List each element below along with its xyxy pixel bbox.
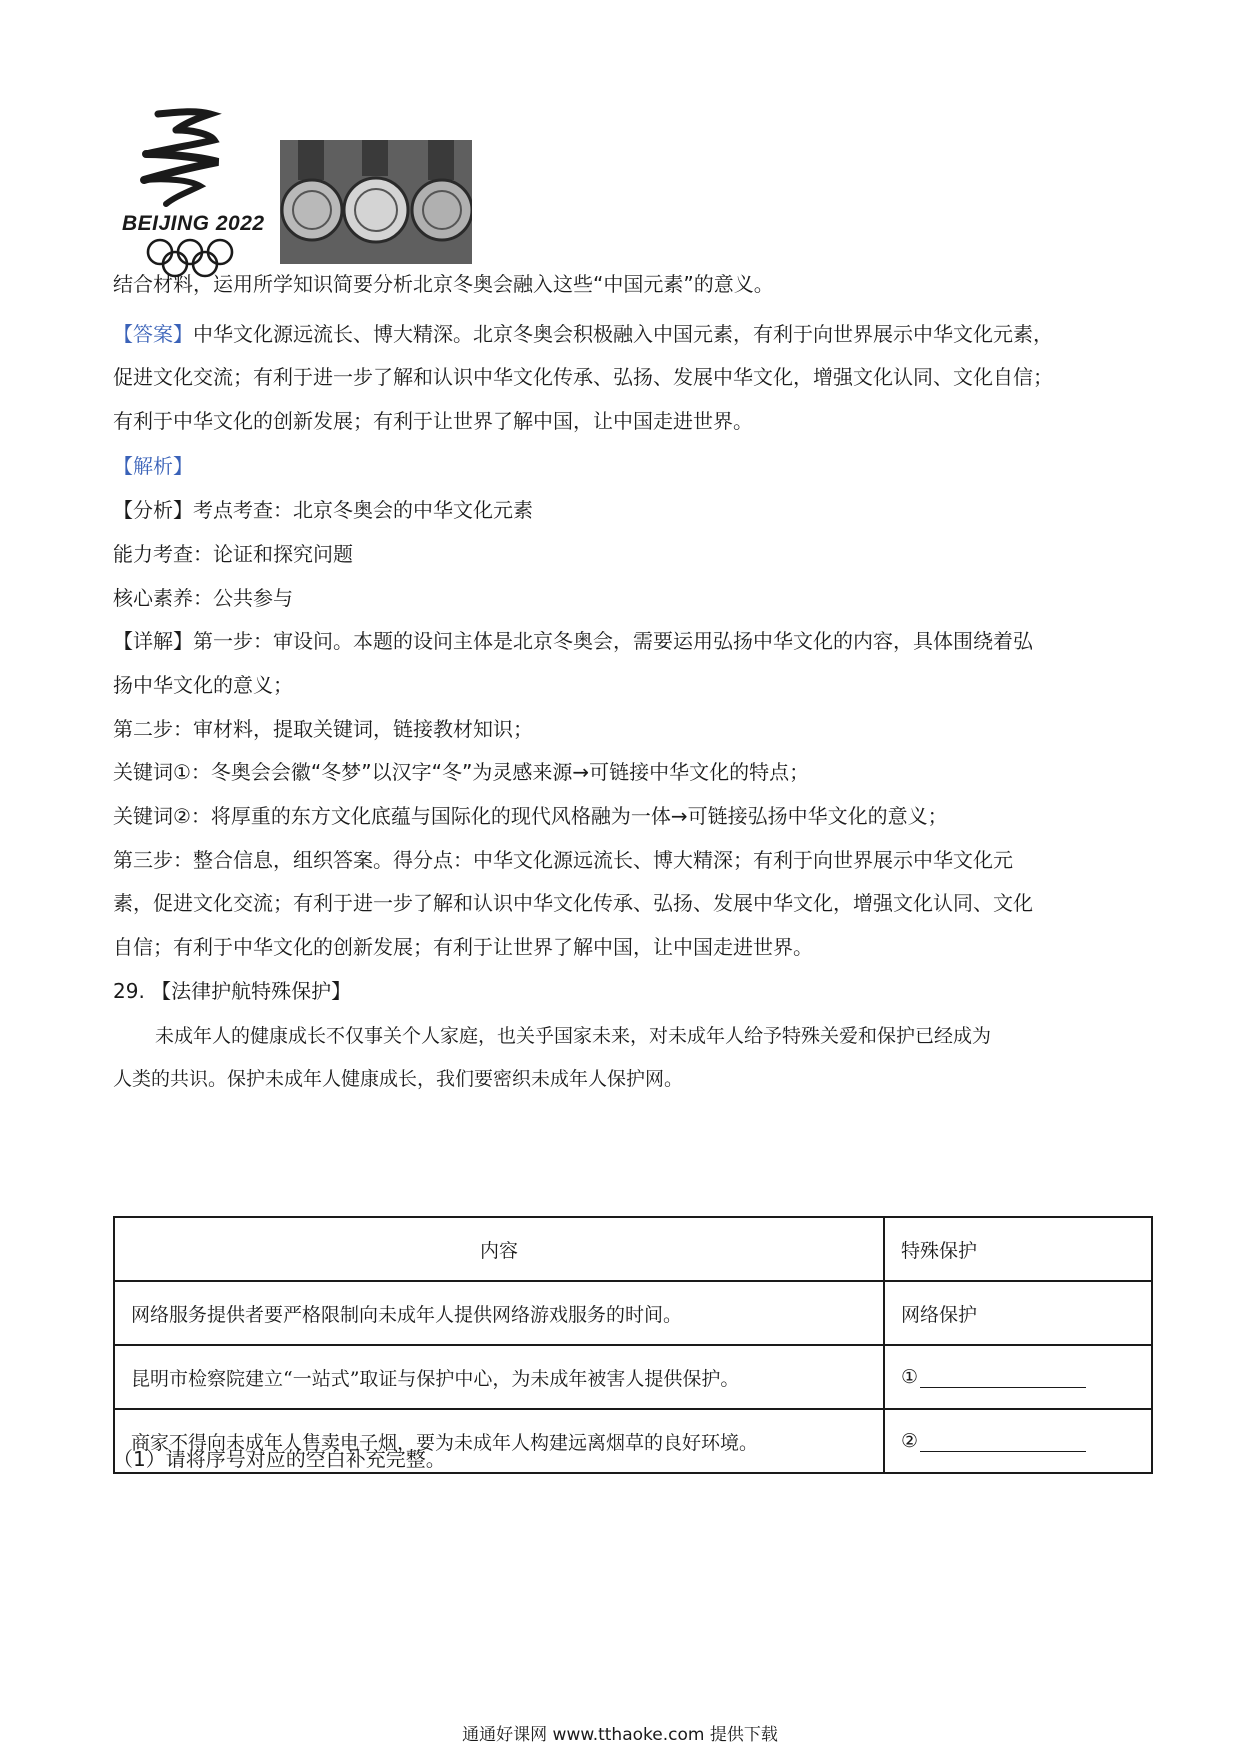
analysis-line: 核心素养：公共参与	[113, 586, 293, 610]
blank-number: ①	[901, 1366, 919, 1388]
beijing-2022-emblem	[118, 108, 268, 284]
q29-paragraph-1: 未成年人的健康成长不仅事关个人家庭，也关乎国家未来，对未成年人给予特殊关爱和保护已经成为	[155, 1025, 992, 1047]
row-content: 昆明市检察院建立“一站式”取证与保护中心，为未成年被害人提供保护。	[114, 1345, 884, 1409]
row-protection: 网络保护	[884, 1281, 1152, 1345]
table-row	[114, 1281, 1152, 1345]
answer-line-2: 促进文化交流；有利于进一步了解和认识中华文化传承、弘扬、发展中华文化，增强文化认同、文化自信；	[113, 365, 1053, 389]
analysis-line: 【详解】第一步：审设问。本题的设问主体是北京冬奥会，需要运用弘扬中华文化的内容，具体围绕着弘	[113, 629, 1033, 653]
header-content: 内容	[114, 1217, 884, 1281]
table-row	[114, 1345, 1152, 1409]
analysis-line: 能力考查：论证和探究问题	[113, 542, 353, 566]
medals-icon	[280, 140, 472, 264]
answer-line-3: 有利于中华文化的创新发展；有利于让世界了解中国，让中国走进世界。	[113, 409, 753, 433]
protection-table	[113, 1216, 1153, 1474]
analysis-line: 第二步：审材料，提取关键词，链接教材知识；	[113, 717, 533, 741]
analysis-line: 第三步：整合信息，组织答案。得分点：中华文化源远流长、博大精深；有利于向世界展示中华文化元	[113, 848, 1013, 872]
row-protection-blank	[884, 1345, 1152, 1409]
analysis-line: 关键词②：将厚重的东方文化底蕴与国际化的现代风格融为一体→可链接弘扬中华文化的意义；	[113, 804, 948, 828]
olympic-medals-photo	[280, 140, 472, 264]
row-content: 网络服务提供者要严格限制向未成年人提供网络游戏服务的时间。	[114, 1281, 884, 1345]
blank-number: ②	[901, 1430, 919, 1452]
q29-paragraph-2: 人类的共识。保护未成年人健康成长，我们要密织未成年人保护网。	[113, 1068, 684, 1090]
answer-blank[interactable]	[920, 1367, 1086, 1388]
question-intro: 结合材料，运用所学知识简要分析北京冬奥会融入这些“中国元素”的意义。	[113, 272, 774, 296]
analysis-line: 关键词①：冬奥会会徽“冬梦”以汉字“冬”为灵感来源→可链接中华文化的特点；	[113, 760, 810, 784]
winter-dream-emblem-icon	[118, 108, 268, 212]
table-header-row	[114, 1217, 1152, 1281]
row-content: 商家不得向未成年人售卖电子烟，要为未成年人构建远离烟草的良好环境。	[114, 1409, 884, 1473]
analysis-line: 【分析】考点考查：北京冬奥会的中华文化元素	[113, 498, 533, 522]
answer-blank[interactable]	[920, 1431, 1086, 1452]
footer: 通通好课网 www.tthaoke.com 提供下载	[462, 1725, 778, 1745]
emblem-text: BEIJING 2022	[122, 212, 265, 235]
q29-title: 29. 【法律护航特殊保护】	[113, 979, 352, 1003]
analysis-line: 自信；有利于中华文化的创新发展；有利于让世界了解中国，让中国走进世界。	[113, 935, 813, 959]
header-protection: 特殊保护	[884, 1217, 1152, 1281]
analysis-line: 素，促进文化交流；有利于进一步了解和认识中华文化传承、弘扬、发展中华文化，增强文化认同、文化	[113, 891, 1033, 915]
answer-line-1: 【答案】中华文化源远流长、博大精深。北京冬奥会积极融入中国元素，有利于向世界展示中华文化元素，	[113, 322, 1053, 346]
analysis-line: 扬中华文化的意义；	[113, 673, 293, 697]
q29-sub-question-1: （1）请将序号对应的空白补充完整。	[113, 1447, 446, 1471]
row-protection-blank	[884, 1409, 1152, 1473]
answer-tag: 【答案】	[113, 322, 193, 346]
analysis-tag: 【解析】	[113, 454, 193, 478]
